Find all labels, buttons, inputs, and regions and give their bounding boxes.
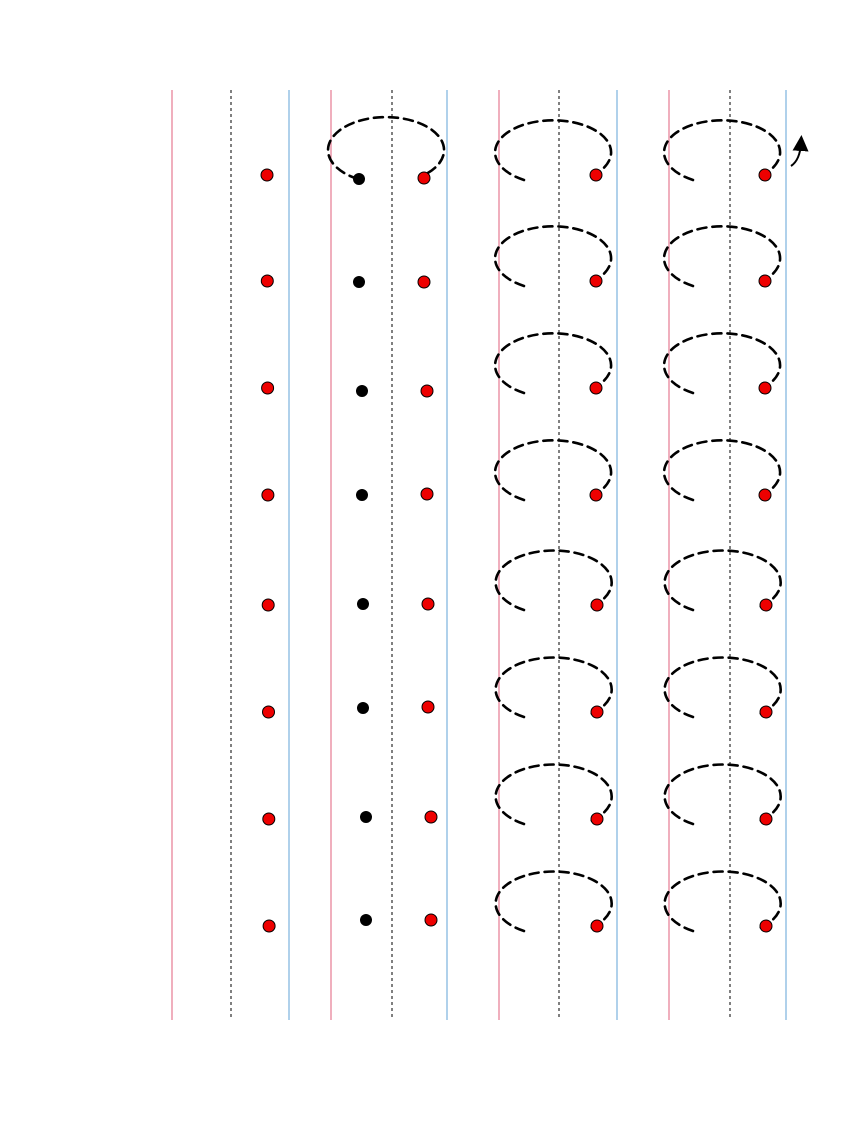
red-dot xyxy=(760,813,772,825)
red-dot xyxy=(262,599,274,611)
red-dot xyxy=(759,382,771,394)
red-dot xyxy=(591,599,603,611)
red-dot xyxy=(263,706,275,718)
red-dot xyxy=(425,811,437,823)
red-dot xyxy=(760,599,772,611)
black-dot xyxy=(356,489,368,501)
red-dot xyxy=(591,920,603,932)
red-dot xyxy=(418,276,430,288)
red-dot xyxy=(418,172,430,184)
red-dot xyxy=(590,169,602,181)
black-dot xyxy=(357,598,369,610)
red-dot xyxy=(263,813,275,825)
red-dot xyxy=(261,275,273,287)
red-dot xyxy=(760,920,772,932)
red-dot xyxy=(590,382,602,394)
red-dot xyxy=(422,598,434,610)
red-dot xyxy=(262,489,274,501)
red-dot xyxy=(759,275,771,287)
red-dot xyxy=(760,706,772,718)
red-dot xyxy=(425,914,437,926)
red-dot xyxy=(421,385,433,397)
black-dot xyxy=(353,276,365,288)
red-dot xyxy=(759,169,771,181)
black-dot xyxy=(360,914,372,926)
loop-arc xyxy=(328,117,444,179)
red-dot xyxy=(591,706,603,718)
black-dot xyxy=(356,385,368,397)
red-dot xyxy=(261,169,273,181)
red-dot xyxy=(759,489,771,501)
red-dot xyxy=(591,813,603,825)
black-dot xyxy=(360,811,372,823)
black-dot xyxy=(353,173,365,185)
red-dot xyxy=(262,382,274,394)
red-dot xyxy=(590,275,602,287)
loop-arcs xyxy=(328,117,781,931)
red-dot xyxy=(421,488,433,500)
curved-arrow-icon xyxy=(791,143,801,166)
red-dot xyxy=(590,489,602,501)
red-dot xyxy=(263,920,275,932)
red-dot xyxy=(422,701,434,713)
black-dot xyxy=(357,702,369,714)
